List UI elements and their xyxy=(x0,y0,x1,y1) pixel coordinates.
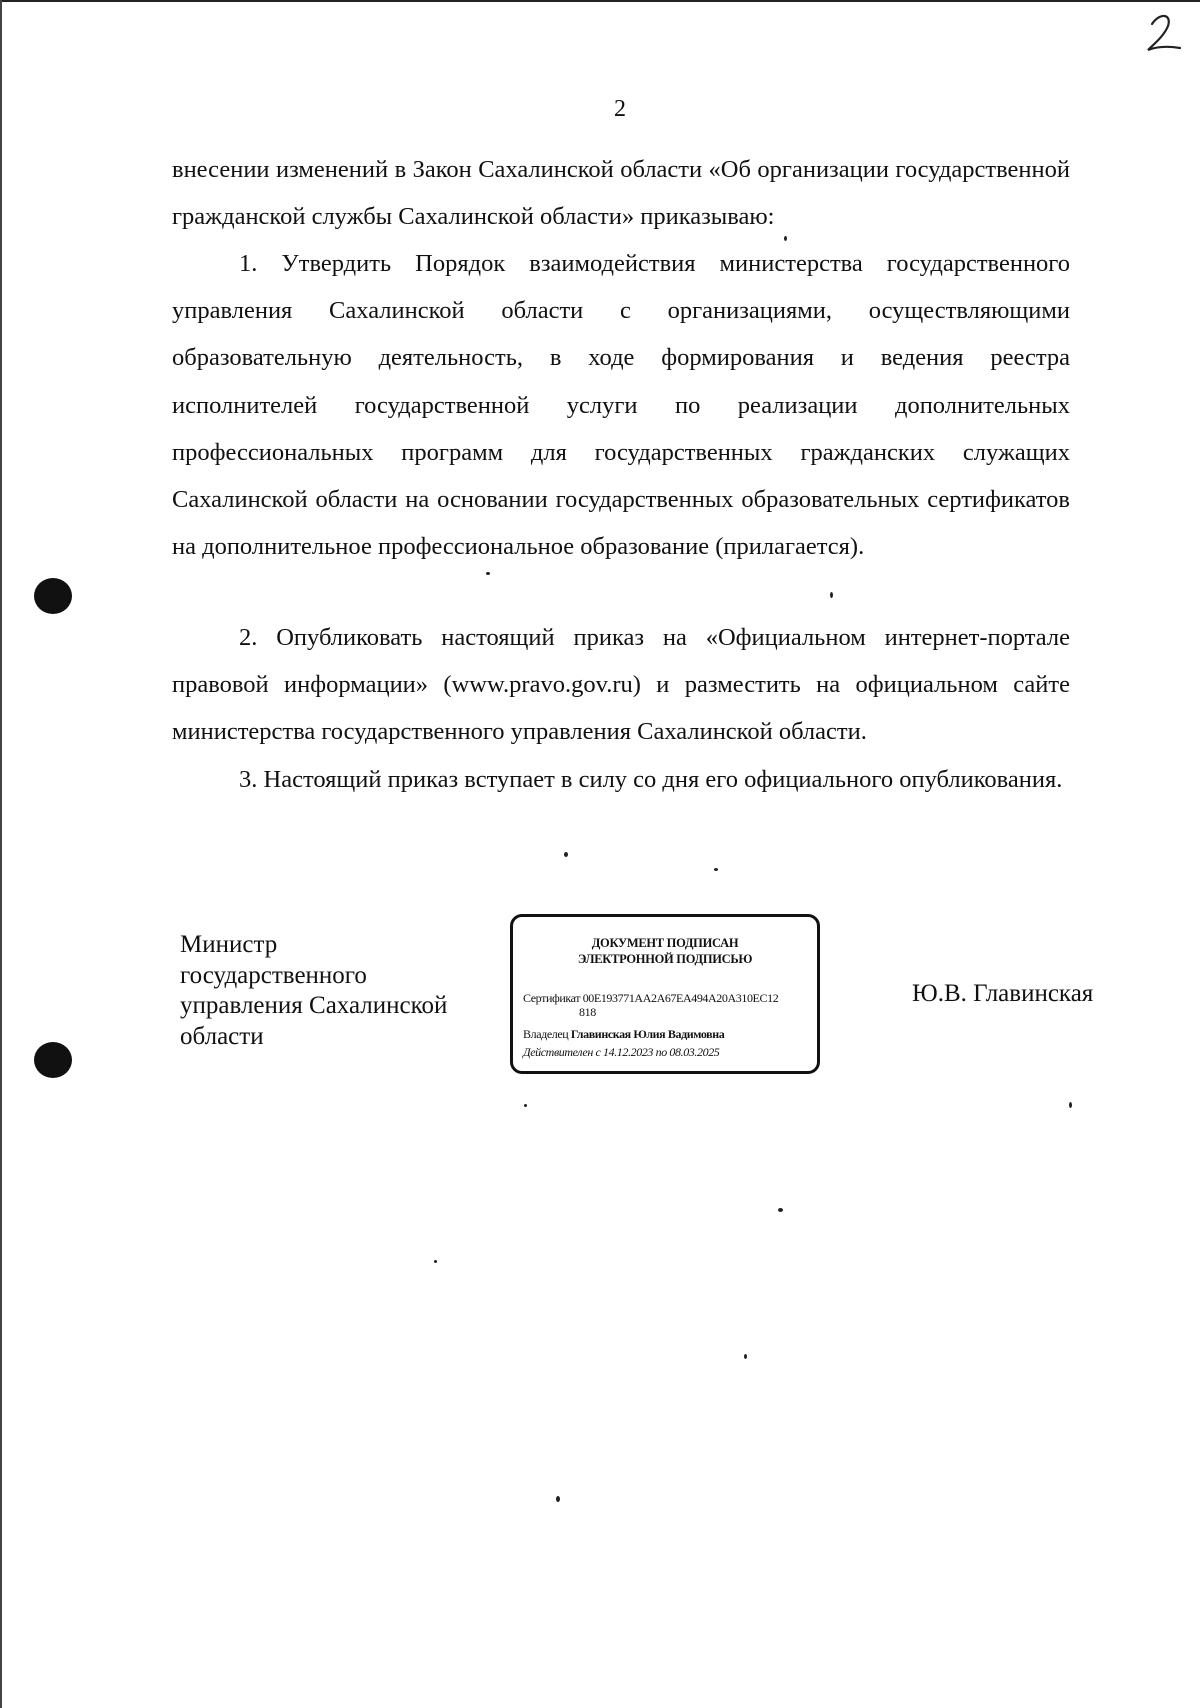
scan-speck xyxy=(524,1104,527,1107)
signer-name: Ю.В. Главинская xyxy=(912,980,1094,1007)
scan-speck xyxy=(744,1354,747,1359)
clause-3-text: 3. Настоящий приказ вступает в силу со дня его официального опубликования. xyxy=(239,766,1063,793)
scan-speck xyxy=(434,1260,437,1263)
signer-title xyxy=(180,930,500,1052)
stamp-cert-number-tail: 818 xyxy=(579,1005,596,1019)
signer-title-line: Министр xyxy=(180,931,278,958)
clause-2-text: 2. Опубликовать настоящий приказ на «Официальном интернет-портале правовой информации» (www.pravo.gov.ru) и разместить на официальном сайте министерства государственного управления Сахалинской области. xyxy=(172,624,1070,746)
stamp-header-line-2: ЭЛЕКТРОННОЙ ПОДПИСЬЮ xyxy=(577,952,753,966)
scan-speck xyxy=(1069,1102,1072,1108)
binder-hole-icon xyxy=(34,1042,72,1078)
clause-2 xyxy=(172,614,1070,756)
stamp-header xyxy=(513,935,817,967)
stamp-validity: Действителен с 14.12.2023 по 08.03.2025 xyxy=(523,1045,720,1059)
signer-title-line: государственного xyxy=(180,961,367,989)
scan-speck xyxy=(778,1208,783,1212)
stamp-owner-label: Владелец xyxy=(523,1027,569,1041)
electronic-signature-stamp xyxy=(510,914,820,1074)
scan-edge-left xyxy=(0,0,2,1708)
stamp-owner xyxy=(523,1027,724,1041)
clause-3 xyxy=(172,756,1070,803)
intro-paragraph xyxy=(172,146,1070,240)
scan-edge-top xyxy=(0,0,1200,2)
scan-speck xyxy=(830,592,833,598)
stamp-owner-name: Главинская Юлия Вадимовна xyxy=(570,1027,725,1041)
handwritten-page-mark xyxy=(1142,10,1182,54)
intro-text: внесении изменений в Закон Сахалинской области «Об организации государственной гражданской службы Сахалинской области» приказываю: xyxy=(172,156,1070,231)
scan-speck xyxy=(784,236,787,241)
page-number: 2 xyxy=(614,96,626,122)
scan-speck xyxy=(486,572,490,575)
clause-1-text: 1. Утвердить Порядок взаимодействия министерства государственного управления Сахалинской области с организациями, осуществляющими образовательную деятельность, в ходе формирования и ведения реестра исполнителей государственной услуги по реализации дополнительных профессиональных программ для государственных гражданских служащих Сахалинской области на основании государственных образовательных сертификатов на дополнительное профессиональное образование (прилагается). xyxy=(172,250,1070,561)
stamp-header-line-1: ДОКУМЕНТ ПОДПИСАН xyxy=(591,936,739,950)
scan-speck xyxy=(564,852,568,857)
signer-title-line: области xyxy=(180,1022,264,1050)
clause-1 xyxy=(172,240,1070,570)
scan-speck xyxy=(556,1496,560,1502)
scan-speck xyxy=(714,868,718,871)
stamp-cert-label: Сертификат xyxy=(523,991,581,1005)
stamp-certificate xyxy=(523,991,813,1019)
binder-hole-icon xyxy=(34,578,72,614)
stamp-cert-number: 00E193771AA2A67EA494A20A310EC12 xyxy=(582,991,779,1005)
signer-title-line: управления Сахалинской xyxy=(180,992,448,1019)
